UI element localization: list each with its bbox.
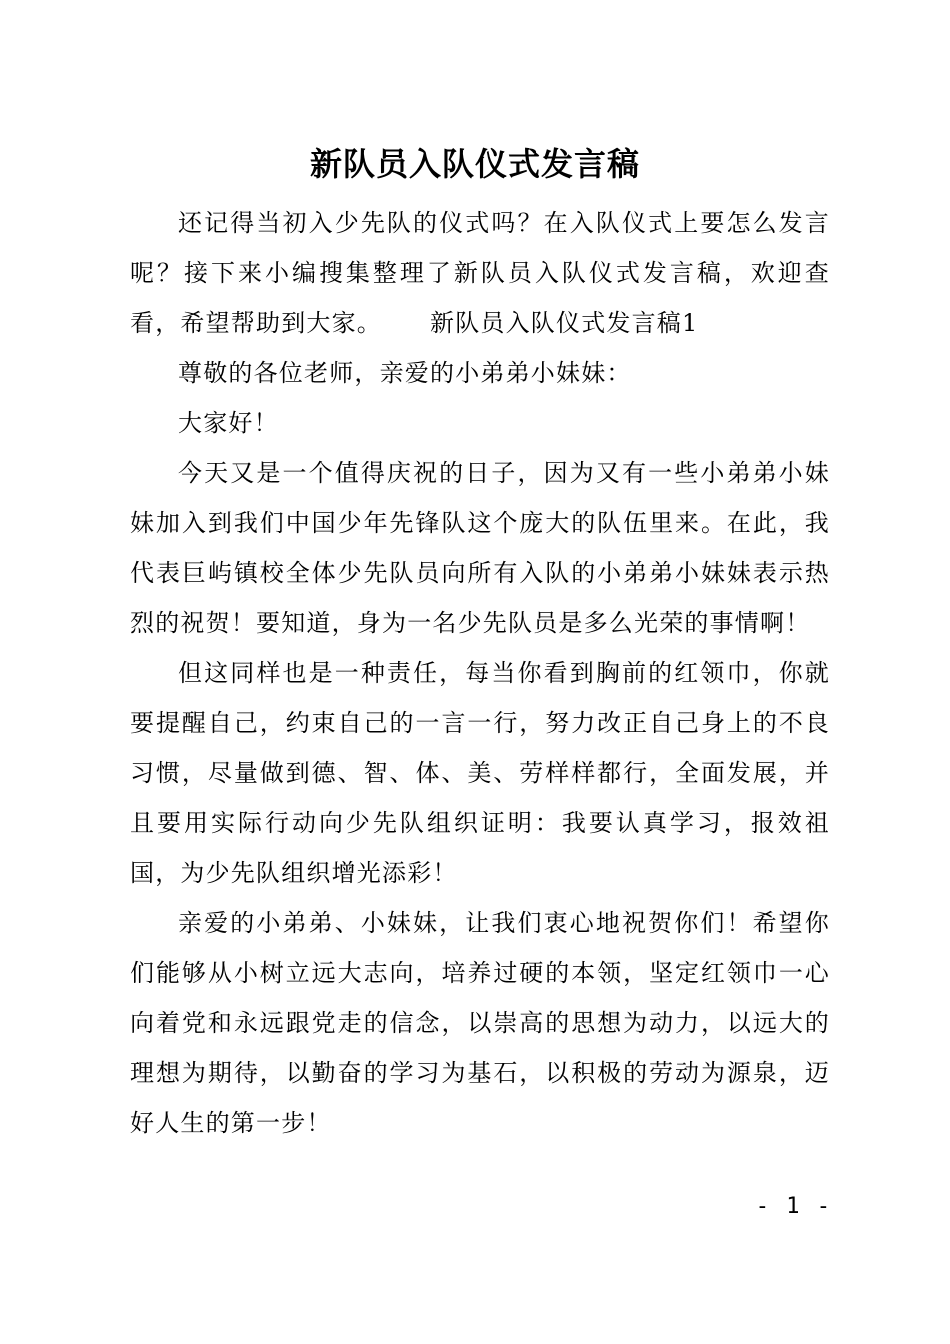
- intro-paragraph: [130, 198, 830, 348]
- intro-text: 还记得当初入少先队的仪式吗？在入队仪式上要怎么发言呢？接下来小编搜集整理了新队员入队仪式发言稿，欢迎查看，希望帮助到大家。: [130, 209, 830, 337]
- greeting-paragraph: 大家好！: [178, 409, 279, 437]
- inline-section-heading: 新队员入队仪式发言稿1: [430, 309, 699, 337]
- document-title: 新队员入队仪式发言稿: [309, 145, 640, 183]
- closing-paragraph: 亲爱的小弟弟、小妹妹，让我们衷心地祝贺你们！希望你们能够从小树立远大志向，培养过硬的本领，坚定红领巾一心向着党和永远跟党走的信念，以崇高的思想为动力，以远大的理想为期待，以勤奋的学习为基石，以积极的劳动为源泉，迈好人生的第一步！: [130, 909, 830, 1137]
- salutation-paragraph: 尊敬的各位老师，亲爱的小弟弟小妹妹：: [178, 359, 632, 387]
- body-paragraph: 今天又是一个值得庆祝的日子，因为又有一些小弟弟小妹妹加入到我们中国少年先锋队这个庞大的队伍里来。在此，我代表巨屿镇校全体少先队员向所有入队的小弟弟小妹妹表示热烈的祝贺！要知道，身为一名少先队员是多么光荣的事情啊！: [130, 459, 830, 637]
- body-paragraph: 但这同样也是一种责任，每当你看到胸前的红领巾，你就要提醒自己，约束自己的一言一行，努力改正自己身上的不良习惯，尽量做到德、智、体、美、劳样样都行，全面发展，并且要用实际行动向少先队组织证明：我要认真学习，报效祖国，为少先队组织增光添彩！: [130, 659, 830, 887]
- page-number: - 1 -: [755, 1194, 832, 1219]
- document-body: [130, 198, 830, 1148]
